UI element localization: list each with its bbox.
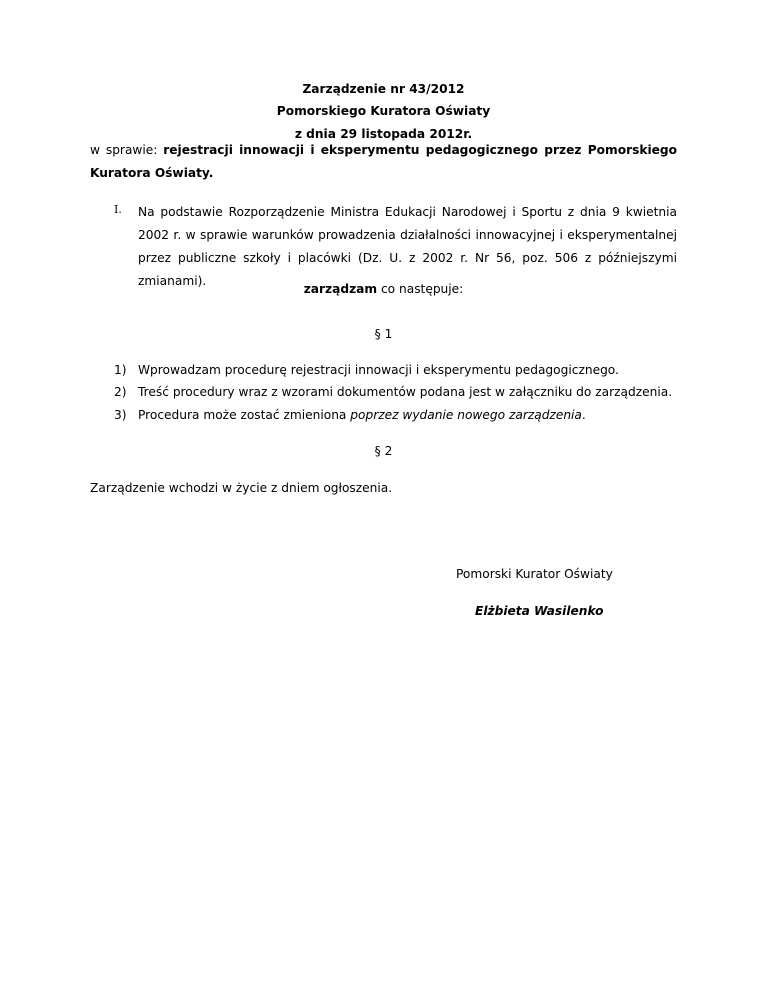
decree-date: z dnia 29 listopada 2012r. — [294, 127, 473, 141]
signatory-role: Pomorski Kurator Oświaty — [456, 567, 613, 581]
list-item-text: Treść procedury wraz z wzorami dokumentów podana jest w załączniku do zarządzenia. — [138, 385, 673, 399]
signatory-name: Elżbieta Wasilenko — [475, 604, 604, 618]
list-item — [114, 385, 672, 399]
decree-number: Zarządzenie nr 43/2012 — [302, 82, 465, 96]
decree-rest: co następuje: — [377, 282, 464, 296]
subject — [90, 139, 677, 185]
list-item-italic: poprzez wydanie nowego zarządzenia — [350, 408, 582, 422]
list-item-text: Wprowadzam procedurę rejestracji innowacji i eksperymentu pedagogicznego. — [138, 363, 619, 377]
list-item-number: 2) — [114, 385, 127, 399]
basis-number: I. — [114, 203, 122, 216]
list-item — [114, 363, 619, 377]
list-item-number: 1) — [114, 363, 127, 377]
list-item — [114, 408, 586, 422]
decree-statement — [90, 282, 677, 296]
legal-basis-text: Na podstawie Rozporządzenie Ministra Edukacji Narodowej i Sportu z dnia 9 kwietnia 2002 r. w sprawie warunków prowadzenia działalności innowacyjnej i eksperymentalnej przez publiczne szkoły i placówki (Dz. U. z 2002 r. Nr 56, poz. 506 z późniejszymi zmianami). — [138, 205, 677, 288]
issuer: Pomorskiego Kuratora Oświaty — [276, 104, 491, 118]
list-item-text: Procedura może zostać zmieniona — [138, 408, 351, 422]
effective-date-text: Zarządzenie wchodzi w życie z dniem ogłoszenia. — [90, 481, 393, 495]
list-item-number: 3) — [114, 408, 127, 422]
subject-prefix: w sprawie: — [90, 143, 164, 157]
decree-bold: zarządzam — [303, 282, 378, 296]
section-2-heading: § 2 — [374, 444, 393, 458]
section-1-heading: § 1 — [374, 327, 393, 341]
subject-title: rejestracji innowacji i eksperymentu pedagogicznego przez Pomorskiego Kuratora Oświaty. — [90, 143, 677, 180]
list-item-end: . — [581, 408, 586, 422]
